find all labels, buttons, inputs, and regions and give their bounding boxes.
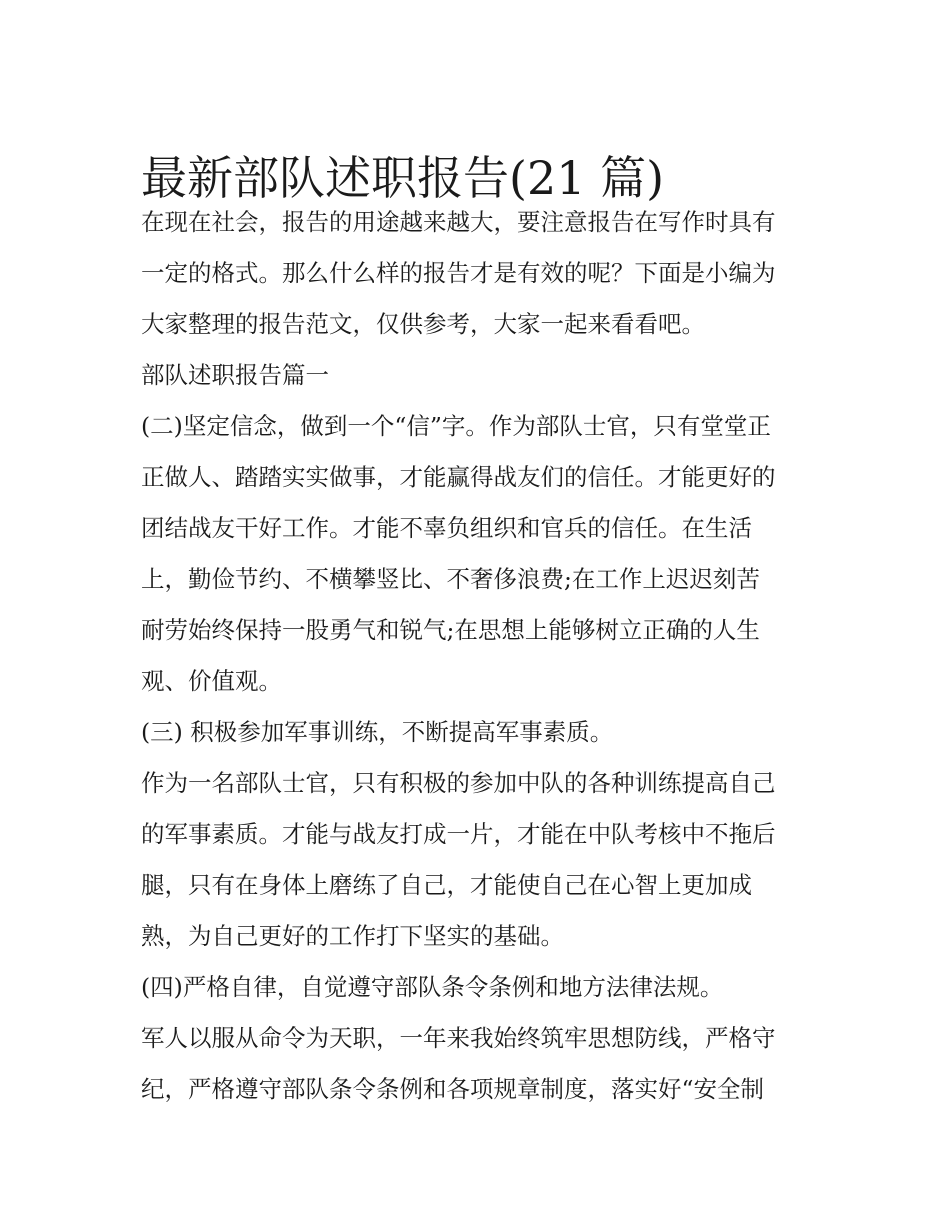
- body-line: 军人以服从命令为天职，一年来我始终筑牢思想防线，严格守: [141, 1024, 776, 1052]
- body-line: 的军事素质。才能与战友打成一片，才能在中队考核中不拖后: [141, 820, 776, 848]
- body-line: 熟，为自己更好的工作打下坚实的基础。: [141, 922, 564, 950]
- body-line: (二)坚定信念，做到一个“信”字。作为部队士官，只有堂堂正: [141, 412, 771, 440]
- body-line: 正做人、踏踏实实做事，才能赢得战友们的信任。才能更好的: [141, 463, 776, 491]
- body-line: (四)严格自律，自觉遵守部队条令条例和地方法律法规。: [141, 973, 724, 1001]
- body-line: 腿，只有在身体上磨练了自己，才能使自己在心智上更加成: [141, 871, 752, 899]
- body-line: 作为一名部队士官，只有积极的参加中队的各种训练提高自己: [141, 769, 776, 797]
- body-line: 上，勤俭节约、不横攀竖比、不奢侈浪费;在工作上迟迟刻苦: [141, 565, 760, 593]
- body-line: (三) 积极参加军事训练，不断提高军事素质。: [141, 718, 614, 746]
- body-line: 团结战友干好工作。才能不辜负组织和官兵的信任。在生活: [141, 514, 752, 542]
- section-heading: 部队述职报告篇一: [141, 361, 329, 389]
- body-line: 耐劳始终保持一股勇气和锐气;在思想上能够树立正确的人生: [141, 616, 760, 644]
- body-line: 在现在社会，报告的用途越来越大，要注意报告在写作时具有: [141, 208, 776, 236]
- body-line: 观、价值观。: [141, 667, 282, 695]
- body-line: 一定的格式。那么什么样的报告才是有效的呢？下面是小编为: [141, 259, 776, 287]
- body-line: 大家整理的报告范文，仅供参考，大家一起来看看吧。: [141, 310, 705, 338]
- document-title: 最新部队述职报告(21 篇): [141, 150, 665, 205]
- body-line: 纪，严格遵守部队条令条例和各项规章制度，落实好“安全制: [141, 1075, 765, 1103]
